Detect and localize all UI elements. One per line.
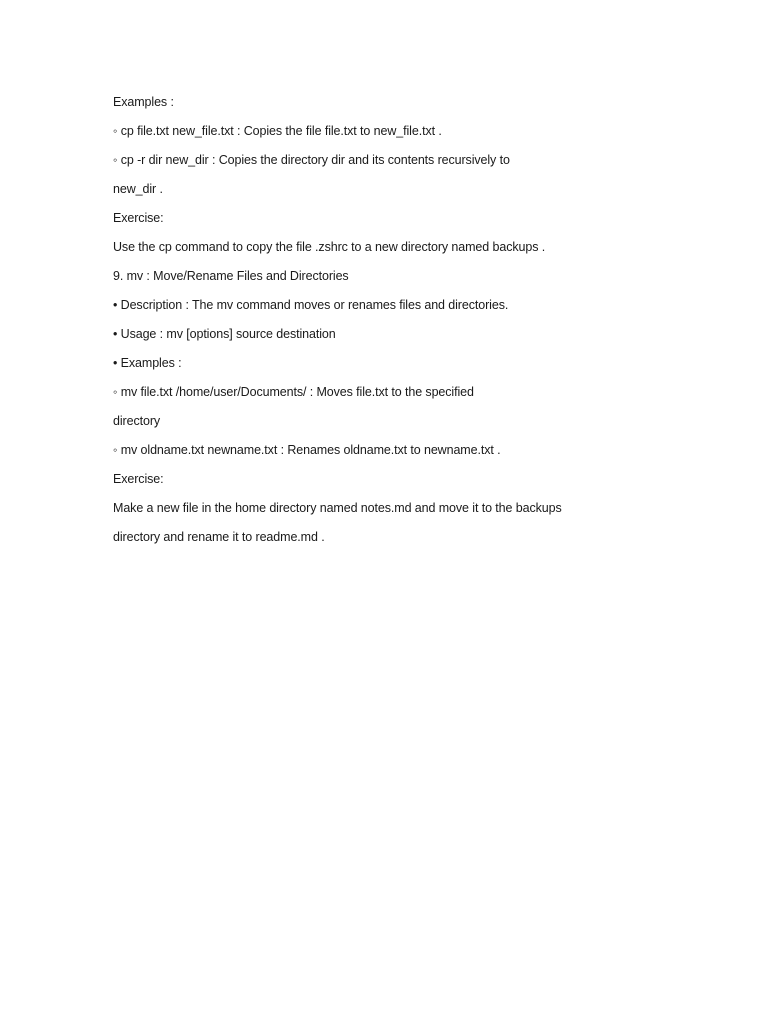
mv-section-heading: 9. mv : Move/Rename Files and Directories: [113, 269, 349, 283]
mv-examples-heading: • Examples :: [113, 356, 182, 370]
mv-example-2: ◦ mv oldname.txt newname.txt : Renames oldname.txt to newname.txt .: [113, 443, 501, 457]
cp-example-2: ◦ cp -r dir new_dir : Copies the directory dir and its contents recursively to: [113, 153, 510, 167]
mv-usage: • Usage : mv [options] source destination: [113, 327, 336, 341]
mv-example-1: ◦ mv file.txt /home/user/Documents/ : Moves file.txt to the specified: [113, 385, 474, 399]
mv-example-1-continued: directory: [113, 414, 161, 428]
exercise-heading: Exercise:: [113, 211, 164, 225]
examples-heading: Examples :: [113, 95, 174, 109]
cp-example-1: ◦ cp file.txt new_file.txt : Copies the file file.txt to new_file.txt .: [113, 124, 442, 138]
cp-example-2-continued: new_dir .: [113, 182, 163, 196]
mv-exercise-heading: Exercise:: [113, 472, 164, 486]
mv-exercise-text-continued: directory and rename it to readme.md .: [113, 530, 325, 544]
document-body: [113, 93, 713, 557]
mv-description: • Description : The mv command moves or renames files and directories.: [113, 298, 509, 312]
mv-exercise-text: Make a new file in the home directory named notes.md and move it to the backups: [113, 501, 562, 515]
cp-exercise-text: Use the cp command to copy the file .zshrc to a new directory named backups .: [113, 240, 546, 254]
